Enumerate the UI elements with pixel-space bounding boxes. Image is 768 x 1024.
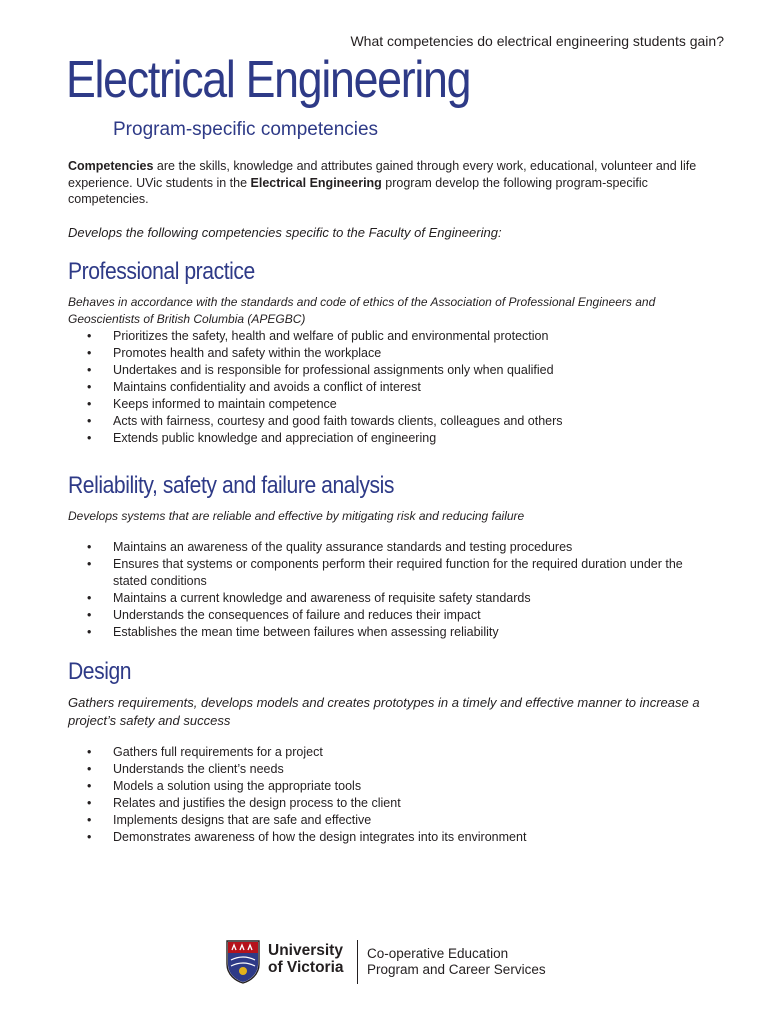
list-item-text: Maintains an awareness of the quality assurance standards and testing procedures bbox=[113, 540, 573, 554]
list-item bbox=[68, 379, 708, 396]
list-item-text: Models a solution using the appropriate tools bbox=[113, 779, 362, 793]
list-item-text: Promotes health and safety within the workplace bbox=[113, 346, 382, 360]
page-title: Electrical Engineering bbox=[66, 51, 471, 109]
page-subtitle: Program-specific competencies bbox=[113, 119, 379, 140]
list-item-text: Implements designs that are safe and effective bbox=[113, 813, 372, 827]
section-professional-practice bbox=[68, 258, 708, 447]
bullet-icon: • bbox=[87, 380, 92, 394]
list-item-text: Demonstrates awareness of how the design integrates into its environment bbox=[113, 830, 527, 844]
section-heading: Professional practice bbox=[68, 258, 255, 285]
list-item bbox=[68, 396, 708, 413]
list-item bbox=[68, 556, 708, 590]
university-name-line1: University bbox=[268, 942, 343, 959]
intro-text-2: program develop the following program-specific competencies. bbox=[68, 175, 648, 206]
list-item bbox=[68, 795, 708, 812]
list-item-text: Acts with fairness, courtesy and good faith towards clients, colleagues and others bbox=[113, 414, 563, 428]
list-item-text: Understands the client’s needs bbox=[113, 762, 284, 776]
bullet-icon: • bbox=[87, 608, 92, 622]
footer-divider bbox=[357, 940, 358, 984]
bullet-icon: • bbox=[87, 557, 92, 571]
competency-list bbox=[68, 328, 708, 447]
bullet-icon: • bbox=[87, 346, 92, 360]
intro-program: Electrical Engineering bbox=[250, 175, 382, 190]
list-item-text: Undertakes and is responsible for professional assignments only when qualified bbox=[113, 363, 554, 377]
list-item-text: Maintains a current knowledge and awareness of requisite safety standards bbox=[113, 591, 531, 605]
bullet-icon: • bbox=[87, 830, 92, 844]
bullet-icon: • bbox=[87, 431, 92, 445]
list-item-text: Understands the consequences of failure and reduces their impact bbox=[113, 608, 481, 622]
bullet-icon: • bbox=[87, 363, 92, 377]
intro-paragraph bbox=[68, 158, 708, 208]
list-item-text: Extends public knowledge and appreciation of engineering bbox=[113, 431, 437, 445]
university-name-line2: of Victoria bbox=[268, 959, 344, 976]
bullet-icon: • bbox=[87, 540, 92, 554]
list-item bbox=[68, 812, 708, 829]
bullet-icon: • bbox=[87, 625, 92, 639]
section-description: Behaves in accordance with the standards and code of ethics of the Association of Professional Engineers and Geoscientists of British Columbia (APEGBC) bbox=[68, 295, 656, 326]
list-item bbox=[68, 590, 708, 607]
competency-list bbox=[68, 539, 708, 641]
intro-term: Competencies bbox=[68, 159, 154, 173]
section-heading: Reliability, safety and failure analysis bbox=[68, 472, 394, 499]
section-heading: Design bbox=[68, 658, 132, 685]
list-item bbox=[68, 744, 708, 761]
bullet-icon: • bbox=[87, 813, 92, 827]
list-item bbox=[68, 624, 708, 641]
list-item bbox=[68, 328, 708, 345]
list-item bbox=[68, 345, 708, 362]
bullet-icon: • bbox=[87, 796, 92, 810]
university-name bbox=[268, 942, 344, 976]
header-question: What competencies do electrical engineering students gain? bbox=[350, 33, 724, 49]
competency-list bbox=[68, 744, 708, 846]
bullet-icon: • bbox=[87, 329, 92, 343]
list-item bbox=[68, 539, 708, 556]
list-item bbox=[68, 362, 708, 379]
list-item-text: Ensures that systems or components perform their required function for the required duration under the stated conditions bbox=[113, 557, 683, 588]
department-line1: Co-operative Education bbox=[367, 946, 509, 961]
list-item-text: Establishes the mean time between failures when assessing reliability bbox=[113, 625, 499, 639]
bullet-icon: • bbox=[87, 414, 92, 428]
bullet-icon: • bbox=[87, 745, 92, 759]
list-item bbox=[68, 607, 708, 624]
intro-text-1: are the skills, knowledge and attributes gained through every work, educational, volunteer and life experience. UVic students in the bbox=[68, 159, 697, 190]
list-item-text: Prioritizes the safety, health and welfare of public and environmental protection bbox=[113, 329, 549, 343]
list-item bbox=[68, 413, 708, 430]
section-description: Develops systems that are reliable and effective by mitigating risk and reducing failure bbox=[68, 509, 525, 523]
bullet-icon: • bbox=[87, 779, 92, 793]
bullet-icon: • bbox=[87, 762, 92, 776]
list-item-text: Keeps informed to maintain competence bbox=[113, 397, 337, 411]
section-design bbox=[68, 658, 708, 846]
section-description: Gathers requirements, develops models and creates prototypes in a timely and effective manner to increase a project’s safety and success bbox=[68, 695, 700, 728]
bullet-icon: • bbox=[87, 591, 92, 605]
list-item-text: Maintains confidentiality and avoids a conflict of interest bbox=[113, 380, 421, 394]
list-item bbox=[68, 761, 708, 778]
list-item bbox=[68, 829, 708, 846]
department-line2: Program and Career Services bbox=[367, 962, 546, 977]
list-item bbox=[68, 430, 708, 447]
bullet-icon: • bbox=[87, 397, 92, 411]
section-reliability bbox=[68, 472, 708, 641]
list-item bbox=[68, 778, 708, 795]
list-item-text: Gathers full requirements for a project bbox=[113, 745, 323, 759]
list-item-text: Relates and justifies the design process to the client bbox=[113, 796, 401, 810]
faculty-line: Develops the following competencies specific to the Faculty of Engineering: bbox=[68, 225, 502, 240]
department-name bbox=[367, 946, 546, 978]
university-crest-icon bbox=[226, 940, 260, 984]
